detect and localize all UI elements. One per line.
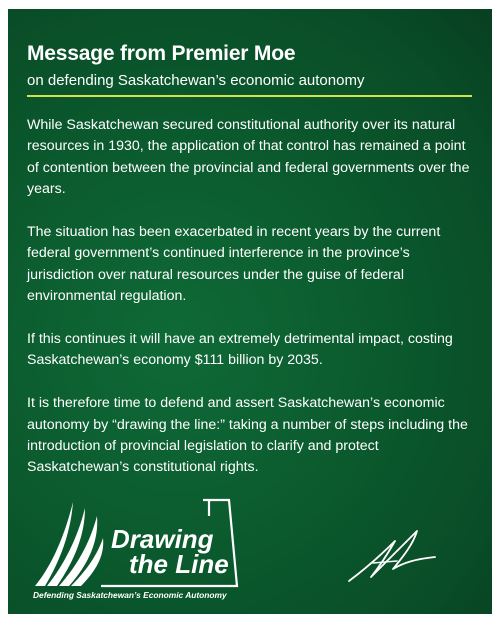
paragraph: The situation has been exacerbated in recent years by the current federal government’s continued interference in the province’s jurisdiction over natural resources under the guise of federal environmental regulation.: [27, 224, 441, 305]
title-divider: [27, 95, 472, 97]
paragraph: While Saskatchewan secured constitutional authority over its natural resources in 1930, the application of that control has remained a point of contention between the provincial and federal governments over the years.: [27, 117, 470, 198]
message-title: Message from Premier Moe: [27, 42, 296, 65]
logo-word-the-line: the Line: [129, 549, 229, 579]
message-body: [27, 115, 479, 500]
drawing-the-line-logo: [33, 494, 258, 604]
logo-tagline: Defending Saskatchewan’s Economic Autonomy: [33, 590, 227, 600]
signature-icon: [343, 519, 443, 589]
logo-word-drawing: Drawing: [111, 524, 214, 554]
message-subtitle: on defending Saskatchewan’s economic autonomy: [27, 72, 365, 89]
message-card: [8, 9, 492, 614]
paragraph: If this continues it will have an extremely detrimental impact, costing Saskatchewan’s economy $111 billion by 2035.: [27, 331, 453, 369]
paragraph: It is therefore time to defend and assert Saskatchewan’s economic autonomy by “drawing the line:” taking a number of steps including the introduction of provincial legislation to clarify and protect Saskatchewan’s constitutional rights.: [27, 395, 468, 476]
